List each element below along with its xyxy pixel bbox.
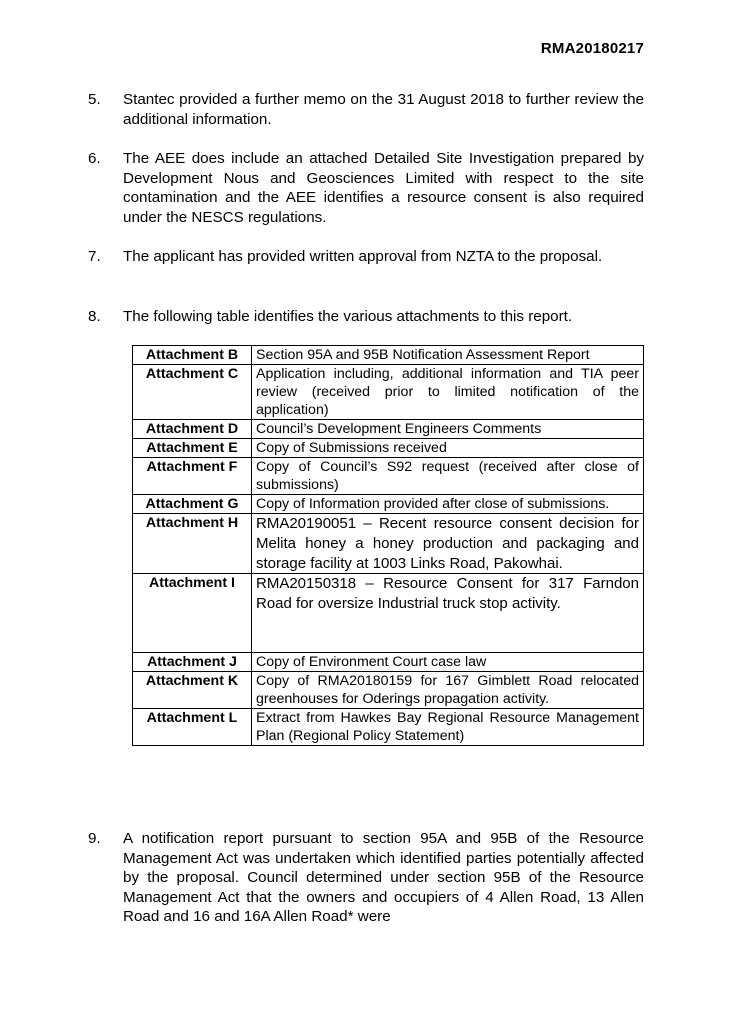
attachment-description: RMA20150318 – Resource Consent for 317 Farndon Road for oversize Industrial truck stop activity. xyxy=(252,574,644,653)
attachment-description: Copy of Submissions received xyxy=(252,439,644,458)
attachments-table xyxy=(132,345,644,746)
table-row xyxy=(133,653,644,672)
attachment-label: Attachment K xyxy=(133,672,252,709)
paragraph-number: 6. xyxy=(88,150,101,167)
paragraph-text: The applicant has provided written approval from NZTA to the proposal. xyxy=(123,248,603,265)
attachment-label: Attachment E xyxy=(133,439,252,458)
attachment-label: Attachment G xyxy=(133,495,252,514)
attachment-description: Council’s Development Engineers Comments xyxy=(252,420,644,439)
paragraph-9 xyxy=(88,829,644,927)
attachment-description: RMA20190051 – Recent resource consent decision for Melita honey a honey production and packaging and storage facility at 1003 Links Road, Pakowhai. xyxy=(252,514,644,574)
paragraph-text: The AEE does include an attached Detailed Site Investigation prepared by Development Nous and Geosciences Limited with respect to the site contamination and the AEE identifies a resource consent is also required under the NESCS regulations. xyxy=(123,150,644,226)
table-row xyxy=(133,514,644,574)
table-row xyxy=(133,458,644,495)
attachment-description: Copy of Information provided after close of submissions. xyxy=(252,495,644,514)
paragraph-6 xyxy=(88,149,644,227)
attachment-description: Copy of RMA20180159 for 167 Gimblett Road relocated greenhouses for Oderings propagation activity. xyxy=(252,672,644,709)
attachment-description: Section 95A and 95B Notification Assessment Report xyxy=(252,346,644,365)
paragraph-7 xyxy=(88,247,644,267)
paragraph-text: A notification report pursuant to section 95A and 95B of the Resource Management Act was undertaken which identified parties potentially affected by the proposal. Council determined under section 95B of the Resource Management Act that the owners and occupiers of 4 Allen Road, 13 Allen Road and 16 and 16A Allen Road* were xyxy=(123,830,644,925)
paragraph-5 xyxy=(88,90,644,129)
paragraph-8 xyxy=(88,307,644,327)
attachment-label: Attachment B xyxy=(133,346,252,365)
attachment-description: Extract from Hawkes Bay Regional Resource Management Plan (Regional Policy Statement) xyxy=(252,709,644,746)
attachment-description: Application including, additional information and TIA peer review (received prior to limited notification of the application) xyxy=(252,365,644,420)
table-row xyxy=(133,672,644,709)
paragraph-number: 7. xyxy=(88,248,101,265)
document-reference: RMA20180217 xyxy=(540,40,644,57)
paragraph-number: 5. xyxy=(88,91,101,108)
table-row xyxy=(133,495,644,514)
attachment-description: Copy of Council’s S92 request (received after close of submissions) xyxy=(252,458,644,495)
attachment-label: Attachment H xyxy=(133,514,252,574)
attachment-label: Attachment L xyxy=(133,709,252,746)
table-row xyxy=(133,420,644,439)
table-row xyxy=(133,439,644,458)
paragraph-text: The following table identifies the various attachments to this report. xyxy=(123,308,573,325)
attachment-label: Attachment I xyxy=(133,574,252,653)
paragraph-text: Stantec provided a further memo on the 31 August 2018 to further review the additional information. xyxy=(123,91,644,128)
attachment-description: Copy of Environment Court case law xyxy=(252,653,644,672)
paragraph-number: 9. xyxy=(88,830,101,847)
attachment-label: Attachment C xyxy=(133,365,252,420)
table-row xyxy=(133,709,644,746)
table-row xyxy=(133,574,644,653)
attachment-label: Attachment J xyxy=(133,653,252,672)
table-row xyxy=(133,346,644,365)
attachment-label: Attachment F xyxy=(133,458,252,495)
table-row xyxy=(133,365,644,420)
attachment-label: Attachment D xyxy=(133,420,252,439)
paragraph-number: 8. xyxy=(88,308,101,325)
